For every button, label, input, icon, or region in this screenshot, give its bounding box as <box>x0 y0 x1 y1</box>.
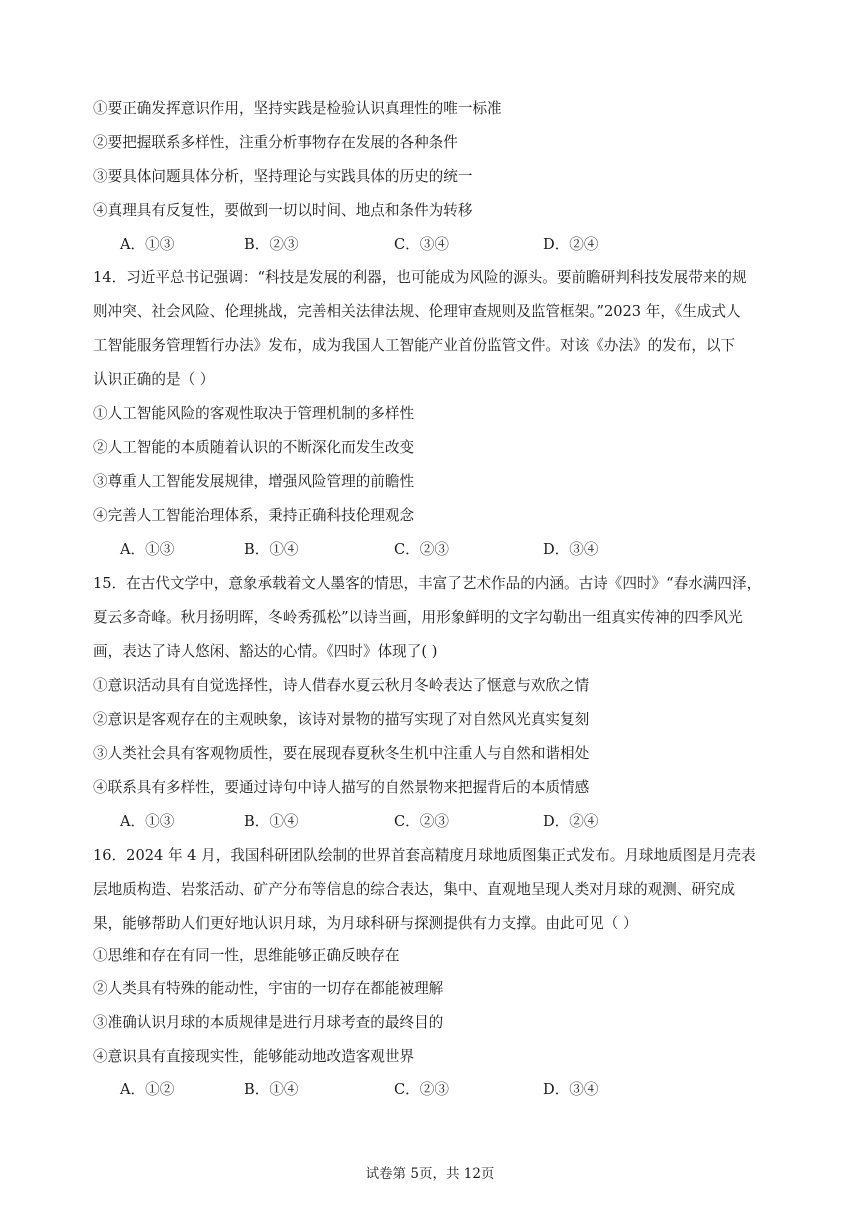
q15-option-c: C．②③ <box>394 813 449 830</box>
q14-option-b: B．①④ <box>244 541 299 558</box>
q14-options <box>120 540 760 560</box>
q15-option-b: B．①④ <box>244 813 299 830</box>
q14-statement-3: ③尊重人工智能发展规律，增强风险管理的前瞻性 <box>93 473 415 490</box>
q16-stem-line-2: 层地质构造、岩浆活动、矿产分布等信息的综合表达，集中、直观地呈现人类对月球的观测、研究成 <box>93 881 736 898</box>
q15-statement-4: ④联系具有多样性，要通过诗句中诗人描写的自然景物来把握背后的本质情感 <box>93 779 590 796</box>
q13-option-d: D．②④ <box>543 236 599 253</box>
q13-options <box>120 235 760 255</box>
q14-stem-line-1: 14．习近平总书记强调：“科技是发展的利器，也可能成为风险的源头。要前瞻研判科技发展带来的规 <box>93 269 747 286</box>
q16-options <box>120 1080 760 1100</box>
q14-stem-line-4: 认识正确的是（ ） <box>93 371 215 388</box>
q14-option-a: A．①③ <box>120 541 175 558</box>
q13-option-b: B．②③ <box>244 236 299 253</box>
q14-option-c: C．②③ <box>394 541 449 558</box>
q16-statement-4: ④意识具有直接现实性，能够能动地改造客观世界 <box>93 1048 415 1065</box>
q15-option-d: D．②④ <box>543 813 599 830</box>
q16-stem-line-3: 果，能够帮助人们更好地认识月球，为月球科研与探测提供有力支撑。由此可见（ ） <box>93 915 638 932</box>
q15-option-a: A．①③ <box>120 813 175 830</box>
q14-option-d: D．③④ <box>543 541 599 558</box>
q15-stem-line-2: 夏云多奇峰。秋月扬明晖，冬岭秀孤松”以诗当画，用形象鲜明的文字勾勒出一组真实传神的四季风光 <box>93 609 743 626</box>
q15-stem-line-1: 15．在古代文学中，意象承载着文人墨客的情思，丰富了艺术作品的内涵。古诗《四时》“春水满四泽， <box>93 575 762 592</box>
q16-statement-2: ②人类具有特殊的能动性，宇宙的一切存在都能被理解 <box>93 980 444 997</box>
q15-statement-2: ②意识是客观存在的主观映象，该诗对景物的描写实现了对自然风光真实复刻 <box>93 711 590 728</box>
q15-options <box>120 812 760 832</box>
q15-stem-line-3: 画，表达了诗人悠闲、豁达的心情。《四时》体现了( ) <box>93 643 438 660</box>
q13-option-c: C．③④ <box>394 236 449 253</box>
q14-stem-line-3: 工智能服务管理暂行办法》发布，成为我国人工智能产业首份监管文件。对该《办法》的发布，以下 <box>93 337 736 354</box>
q16-statement-3: ③准确认识月球的本质规律是进行月球考查的最终目的 <box>93 1014 444 1031</box>
q16-option-c: C．②③ <box>394 1081 449 1098</box>
q16-stem-line-1: 16．2024 年 4 月，我国科研团队绘制的世界首套高精度月球地质图集正式发布。月球地质图是月壳表 <box>93 847 756 864</box>
q16-option-d: D．③④ <box>543 1081 599 1098</box>
q14-statement-2: ②人工智能的本质随着认识的不断深化而发生改变 <box>93 439 415 456</box>
q16-option-b: B．①④ <box>244 1081 299 1098</box>
q13-statement-1: ①要正确发挥意识作用，坚持实践是检验认识真理性的唯一标准 <box>93 100 502 117</box>
q13-statement-2: ②要把握联系多样性，注重分析事物存在发展的各种条件 <box>93 134 458 151</box>
q15-statement-3: ③人类社会具有客观物质性，要在展现春夏秋冬生机中注重人与自然和谐相处 <box>93 745 590 762</box>
q15-statement-1: ①意识活动具有自觉选择性，诗人借春水夏云秋月冬岭表达了惬意与欢欣之情 <box>93 677 590 694</box>
q14-stem-line-2: 则冲突、社会风险、伦理挑战，完善相关法律法规、伦理审查规则及监管框架。”2023 年，《生成式人 <box>93 303 741 320</box>
q16-option-a: A．①② <box>120 1081 175 1098</box>
q14-statement-1: ①人工智能风险的客观性取决于管理机制的多样性 <box>93 405 415 422</box>
q13-statement-3: ③要具体问题具体分析，坚持理论与实践具体的历史的统一 <box>93 168 473 185</box>
q16-statement-1: ①思维和存在有同一性，思维能够正确反映存在 <box>93 947 400 964</box>
q13-option-a: A．①③ <box>120 236 175 253</box>
page-footer: 试卷第 5页，共 12页 <box>365 1166 495 1182</box>
q13-statement-4: ④真理具有反复性，要做到一切以时间、地点和条件为转移 <box>93 202 473 219</box>
q14-statement-4: ④完善人工智能治理体系，秉持正确科技伦理观念 <box>93 507 415 524</box>
